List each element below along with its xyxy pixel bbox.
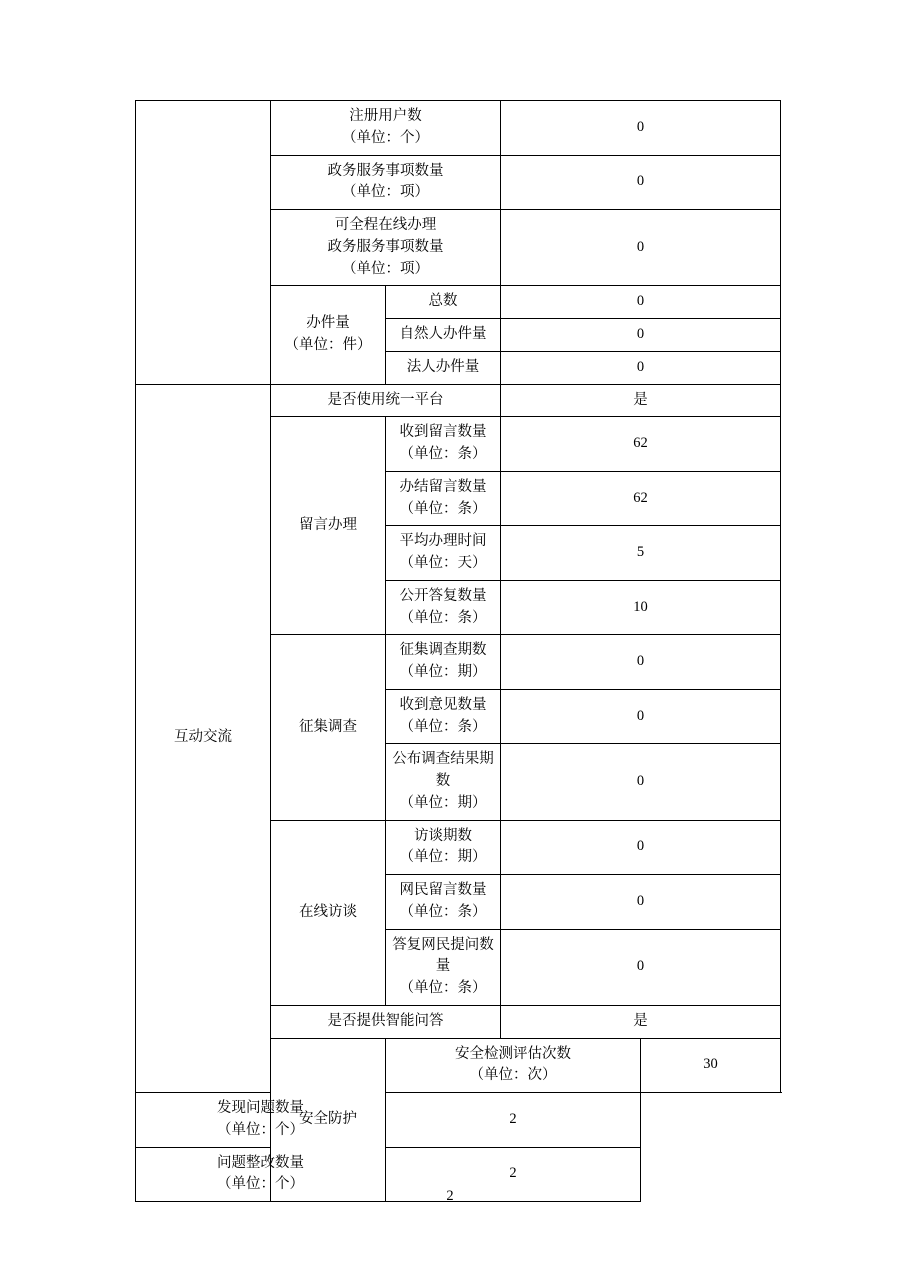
value-smart-qa: 是 <box>501 1005 781 1038</box>
sub-line1: 收到意见数量 <box>399 696 487 713</box>
sub-label-messages-completed <box>386 471 501 526</box>
value-opinions-received: 0 <box>501 689 781 744</box>
value-total-cases: 0 <box>501 286 781 319</box>
item-label-registered-users <box>271 101 501 156</box>
item-line1: 在线访谈 <box>299 903 357 920</box>
value-service-items-count: 0 <box>501 155 781 210</box>
item-line1: 是否使用统一平台 <box>327 391 444 408</box>
sub-line1: 网民留言数量 <box>399 882 487 898</box>
sub-line1: 访谈期数 <box>414 827 472 844</box>
item-line1: 政务服务事项数量 <box>327 162 444 179</box>
item-label-fully-online-service-items <box>271 210 501 286</box>
sub-line2: （单位：期） <box>399 794 487 811</box>
sub-label-natural-person-cases <box>386 319 501 352</box>
sub-label-netizen-messages <box>386 875 501 930</box>
sub-label-average-handling-time <box>386 526 501 581</box>
item-line2: （单位：项） <box>342 184 429 201</box>
sub-line2: （单位：条） <box>399 903 487 920</box>
value-published-survey-results: 0 <box>501 744 781 820</box>
sub-line2: （单位：条） <box>399 609 487 626</box>
sub-line1: 征集调查期数 <box>399 642 487 659</box>
value-messages-received: 62 <box>501 417 781 472</box>
item-line1: 注册用户数 <box>349 108 422 124</box>
value-netizen-messages: 0 <box>501 875 781 930</box>
sub-label-interview-periods <box>386 820 501 875</box>
item-label-security-assessments <box>386 1038 641 1093</box>
item-line2: （单位：个） <box>342 129 429 146</box>
item-line1: 办件量 <box>306 315 350 332</box>
category-cell-empty <box>136 101 271 385</box>
value-issues-found: 2 <box>386 1093 641 1148</box>
value-registered-users: 0 <box>501 101 781 156</box>
value-average-handling-time: 5 <box>501 526 781 581</box>
item-line1: 留言办理 <box>299 516 357 533</box>
sub-line2: （单位：条） <box>399 500 487 517</box>
item-line1: 发现问题数量 <box>217 1100 304 1116</box>
sub-line1: 总数 <box>428 293 458 310</box>
item-label-unified-platform <box>271 384 501 417</box>
sub-line1: 答复网民提问数量 <box>392 936 494 975</box>
value-security-assessments: 30 <box>641 1038 781 1093</box>
item-line2: （单位：个） <box>217 1176 304 1193</box>
item-line2: （单位：项） <box>342 260 429 277</box>
item-line2: （单位：次） <box>469 1067 557 1084</box>
sub-line2: （单位：条） <box>399 446 487 462</box>
sub-label-legal-person-cases <box>386 351 501 384</box>
sub-label-opinions-received <box>386 689 501 744</box>
sub-label-total-cases <box>386 286 501 319</box>
sub-line1: 办结留言数量 <box>399 478 487 495</box>
item-line1: 是否提供智能问答 <box>327 1012 444 1029</box>
item-line2: （单位：件） <box>284 336 372 353</box>
sub-line1: 收到留言数量 <box>399 424 487 441</box>
sub-label-messages-received <box>386 417 501 472</box>
sub-line1: 公布调查结果期数 <box>392 751 494 789</box>
value-messages-completed: 62 <box>501 471 781 526</box>
category-cell-security: 安全防护 <box>271 1038 386 1202</box>
sub-line1: 公开答复数量 <box>399 587 487 604</box>
value-public-replies: 10 <box>501 580 781 635</box>
item-line1b: 政务服务事项数量 <box>327 238 444 255</box>
sub-line2: （单位：条） <box>399 980 487 996</box>
value-survey-periods: 0 <box>501 635 781 690</box>
value-legal-person-cases: 0 <box>501 351 781 384</box>
table-row <box>136 1093 781 1148</box>
item-label-service-items-count <box>271 155 501 210</box>
sub-line2: （单位：天） <box>399 555 487 571</box>
sub-line2: （单位：条） <box>399 718 487 735</box>
item-line1: 问题整改数量 <box>217 1154 304 1171</box>
category-cell-interaction: 互动交流 <box>136 384 271 1093</box>
sub-label-survey-periods <box>386 635 501 690</box>
sub-label-public-replies <box>386 580 501 635</box>
sub-line2: （单位：期） <box>399 664 487 680</box>
sub-line2: （单位：期） <box>399 849 487 866</box>
page-number: 2 <box>446 1188 454 1204</box>
item-label-message-handling <box>271 417 386 635</box>
table-row <box>136 101 781 156</box>
sub-label-published-survey-results <box>386 744 501 820</box>
value-netizen-questions-answered: 0 <box>501 929 781 1005</box>
item-label-smart-qa <box>271 1005 501 1038</box>
sub-line1: 自然人办件量 <box>399 326 487 342</box>
sub-label-netizen-questions-answered <box>386 929 501 1005</box>
table-row <box>136 384 781 417</box>
value-interview-periods: 0 <box>501 820 781 875</box>
item-label-handled-cases <box>271 286 386 384</box>
item-line1: 安全检测评估次数 <box>455 1045 571 1062</box>
item-line1: 征集调查 <box>299 718 357 735</box>
value-issues-fixed: 2 <box>386 1147 641 1202</box>
item-label-online-interviews <box>271 820 386 1005</box>
item-line2: （单位：个） <box>217 1121 304 1138</box>
government-website-statistics-table <box>135 100 781 1202</box>
sub-line1: 平均办理时间 <box>399 533 487 550</box>
item-label-surveys <box>271 635 386 820</box>
value-natural-person-cases: 0 <box>501 319 781 352</box>
value-fully-online-service-items: 0 <box>501 210 781 286</box>
item-line1: 可全程在线办理 <box>334 217 437 233</box>
sub-line1: 法人办件量 <box>406 358 480 375</box>
value-unified-platform: 是 <box>501 384 781 417</box>
